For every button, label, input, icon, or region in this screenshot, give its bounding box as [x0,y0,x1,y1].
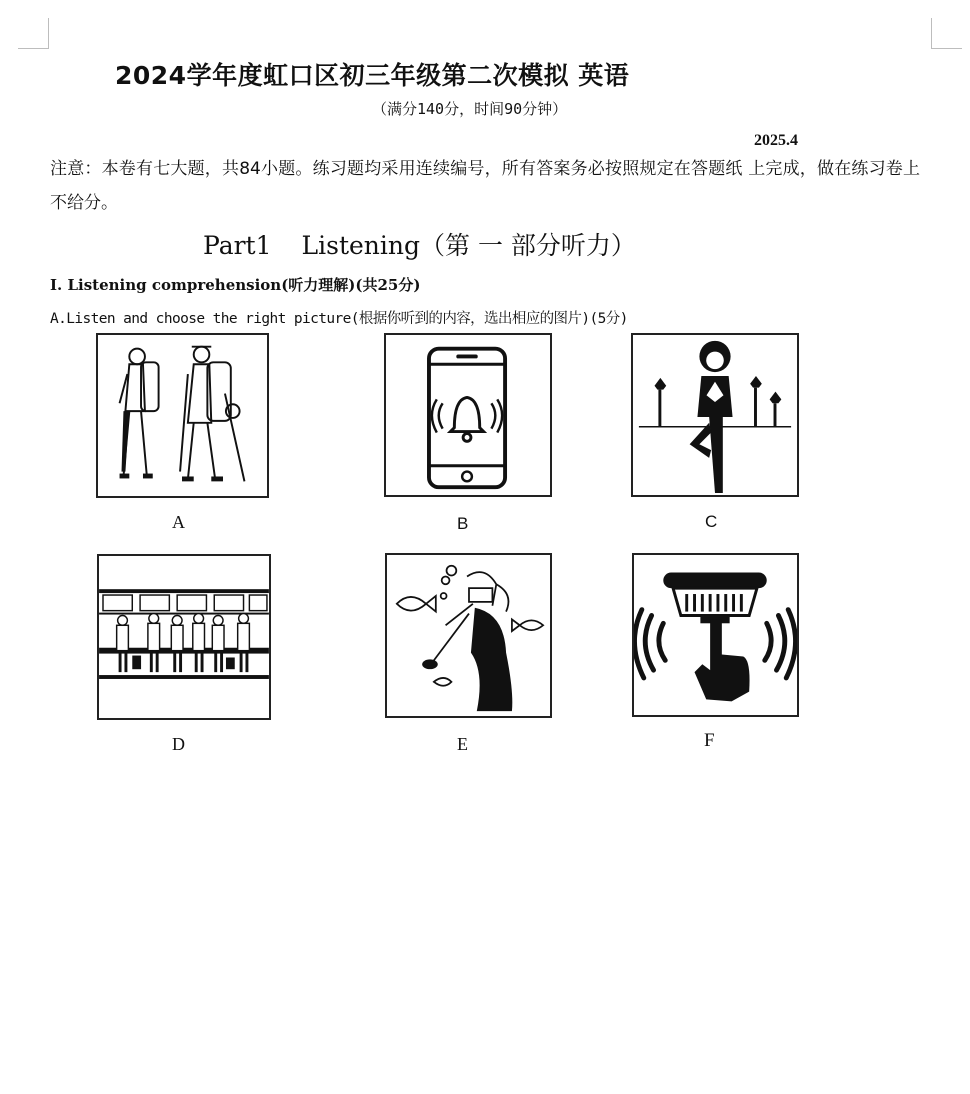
picture-a [96,333,269,498]
picture-c [631,333,799,497]
part-title [203,226,636,262]
picture-e-label: E [457,734,468,754]
picture-a-label: A [172,512,185,532]
picture-e [385,553,552,718]
diver-fish-icon [387,555,550,716]
crop-mark-top-right [931,18,962,49]
picture-c-label: C [705,512,718,531]
subway-queue-icon [99,556,269,718]
picture-d-label: D [172,734,185,754]
phone-bell-icon [386,335,550,495]
exam-date: 2025.4 [754,132,798,149]
picture-b [384,333,552,497]
yoga-icon [633,335,797,495]
part-name: Part1 [203,231,272,260]
picture-f-label: F [704,730,715,751]
part-chinese: （第 一 部分听力） [420,231,636,260]
part-english: Listening [301,231,420,260]
crop-mark-top-left [18,18,49,49]
exam-notice: 注意：本卷有七大题，共84小题。练习题均采用连续编号，所有答案务必按照规定在答题纸 上完成，做在练习卷上不给分。 [50,159,920,213]
exam-subtitle: （满分140分，时间90分钟） [372,100,568,118]
picture-f [632,553,799,717]
smoke-alarm-icon [634,555,797,715]
sub-section-instruction: A.Listen and choose the right picture(根据你听到的内容，选出相应的图片)(5分) [50,311,628,327]
section-title: I. Listening comprehension(听力理解)(共25分) [50,276,421,294]
exam-title: 2024学年度虹口区初三年级第二次模拟 英语 [115,61,630,90]
picture-d [97,554,271,720]
picture-b-label: B [457,514,469,533]
hikers-icon [98,335,267,496]
